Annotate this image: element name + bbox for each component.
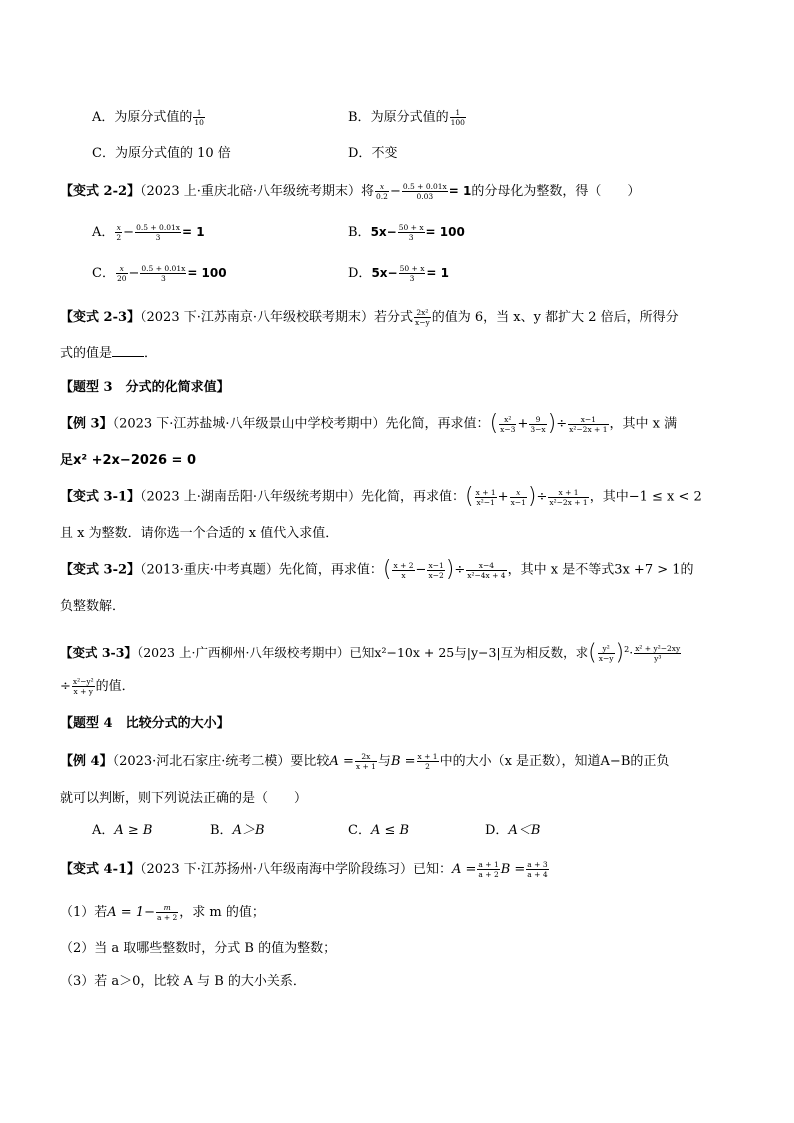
answer-blank	[112, 344, 144, 357]
example-3-stem: 【例 3】（2023 下·江苏盐城·八年级景山中学校考期中）先化简，再求值：( $\frac{\text{x²}}{x-3}$ + $\frac{9}{3-x}$ )÷ $\frac{x-1}{\text{x²−2x + 1}}$ ，其中 x 满	[60, 411, 678, 436]
variant-2-3-line2: 式的值是 ．	[60, 346, 158, 361]
variant-3-1-stem: 【变式 3-1】（2023 上·湖南岳阳·八年级统考期中）先化简，再求值：( $\frac{x + 1}{\text{x²−1}}$ + $\frac{x}{x-1}$ )÷ $\frac{x + 1}{\text{x²−2x + 1}}$ ，其中−1 ≤ x < 2	[60, 484, 702, 509]
variant-4-1-q2: （2）当 a 取哪些整数时，分式 B 的值为整数；	[60, 941, 337, 956]
example-4-option-a: A．A ≥ B	[92, 823, 153, 838]
variant-2-2-option-d: D．5x− $\frac{50 + x}{3}$ = 1	[348, 264, 450, 283]
variant-2-3-stem: 【变式 2-3】（2023 下·江苏南京·八年级校联考期末）若分式 $\frac{\text{2x²}}{x-y}$ 的值为 6，当 x、y 都扩大 2 倍后，所得分	[60, 308, 679, 327]
option-b: B．为原分式值的 $\frac{1}{100}$	[348, 108, 465, 127]
example-4-stem: 【例 4】（2023·河北石家庄·统考二模）要比较A = $\frac{2x}{x + 1}$ 与B = $\frac{x + 1}{2}$ 中的大小（x 是正数），知道A−B的正负	[60, 752, 670, 771]
example-3-line2: 足x² +2x−2026 = 0	[60, 453, 196, 468]
variant-3-2-line2: 负整数解．	[60, 599, 126, 614]
option-d: D．不变	[348, 146, 398, 161]
variant-2-2-stem: 【变式 2-2】（2023 上·重庆北碚·八年级统考期末）将 $\frac{x}{0.2}$ − $\frac{0.5 + 0.01x}{0.03}$ = 1的分母化为整数，得（ ）	[60, 182, 641, 201]
example-4-line2: 就可以判断，则下列说法正确的是（ ）	[60, 791, 308, 806]
example-4-option-c: C．A ≤ B	[348, 823, 410, 838]
variant-4-1-q1: （1）若A = 1− $\frac{m}{a + 2}$ ，求 m 的值；	[60, 903, 265, 922]
variant-3-1-line2: 且 x 为整数．请你选一个合适的 x 值代入求值．	[60, 526, 339, 541]
variant-2-2-option-b: B．5x− $\frac{50 + x}{3}$ = 100	[348, 223, 465, 242]
example-4-option-d: D．A＜B	[485, 823, 541, 838]
variant-3-3-stem: 【变式 3-3】（2023 上·广西柳州·八年级校考期中）已知x²−10x + 25与|y−3|互为相反数，求( $\frac{\text{y²}}{x-y}$ )$^2$· $\frac{\text{x² + y²−2xy}}{\text{y³}}$	[60, 640, 681, 666]
section-title-type-4: 【题型 4 比较分式的大小】	[60, 716, 230, 731]
section-title-type-3: 【题型 3 分式的化简求值】	[60, 380, 230, 395]
option-c: C．为原分式值的 10 倍	[92, 146, 231, 161]
variant-3-2-stem: 【变式 3-2】（2013·重庆·中考真题）先化简，再求值：( $\frac{x + 2}{x}$ − $\frac{x-1}{x-2}$ )÷ $\frac{x-4}{\text{x²−4x + 4}}$ ，其中 x 是不等式3x +7 > 1的	[60, 557, 694, 582]
variant-4-1-stem: 【变式 4-1】（2023 下·江苏扬州·八年级南海中学阶段练习）已知：A = $\frac{a + 1}{a + 2}$ B = $\frac{a + 3}{a + 4}$	[60, 860, 548, 879]
variant-2-2-option-a: A． $\frac{x}{2}$ − $\frac{0.5 + 0.01x}{3}$ = 1	[92, 223, 205, 242]
variant-3-3-line2: ÷ $\frac{\text{x²−y²}}{x + y}$ 的值．	[60, 677, 135, 696]
example-4-option-b: B．A＞B	[210, 823, 265, 838]
option-a: A．为原分式值的 $\frac{1}{10}$	[92, 108, 204, 127]
variant-4-1-q3: （3）若 a＞0，比较 A 与 B 的大小关系．	[60, 974, 306, 989]
variant-2-2-option-c: C． $\frac{x}{20}$ − $\frac{0.5 + 0.01x}{3}$ = 100	[92, 264, 227, 283]
